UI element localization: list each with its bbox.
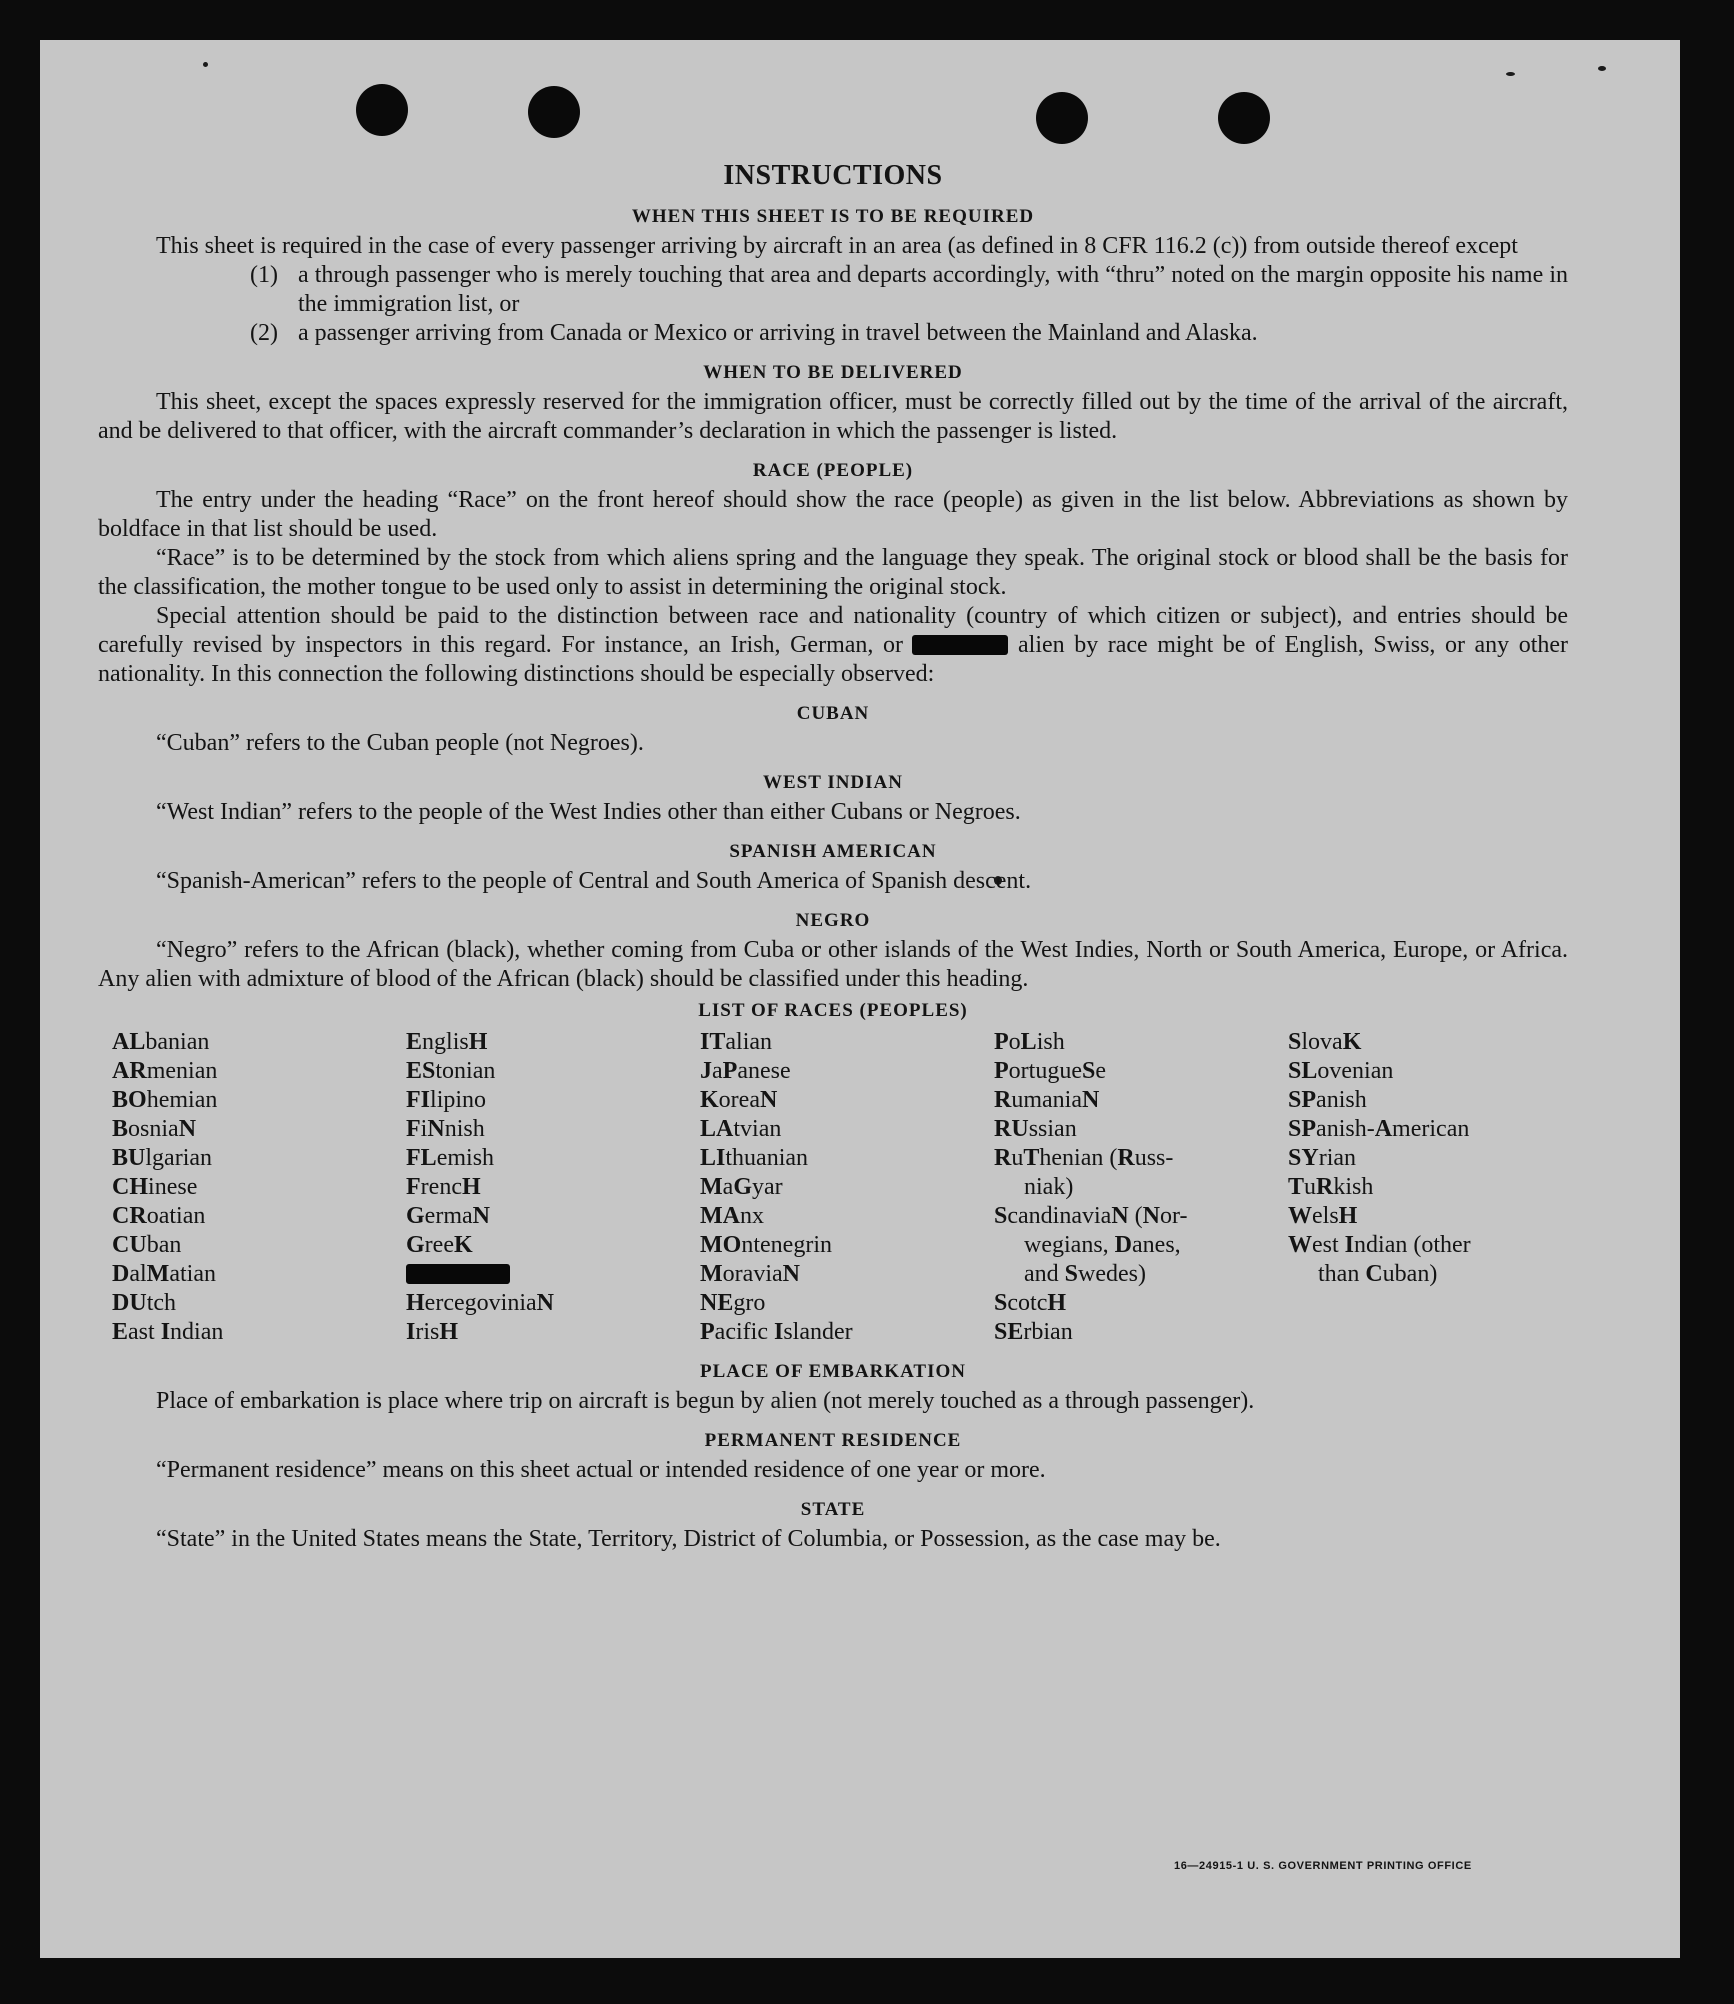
race-item: and Swedes) <box>1024 1261 1147 1287</box>
redaction-mark <box>912 635 1008 655</box>
race-item: FLemish <box>406 1145 495 1171</box>
race-item: SYrian <box>1288 1145 1357 1171</box>
race-item: BOhemian <box>112 1087 218 1113</box>
race-item: EStonian <box>406 1058 496 1084</box>
race-item: HercegoviniaN <box>406 1290 554 1316</box>
race-item: than Cuban) <box>1318 1261 1438 1287</box>
races-column <box>406 1028 700 1347</box>
spanish-american-text: “Spanish-American” refers to the people of Central and South America of Spanish descent. <box>156 868 1032 894</box>
race-item: MaGyar <box>700 1174 783 1200</box>
race-paragraph: The entry under the heading “Race” on the front hereof should show the race (people) as given in the list below. Abbreviations as shown by boldface in that list should be used. <box>98 487 1568 542</box>
ink-speck <box>203 62 208 67</box>
race-text-after-redaction: alien by race might be of English, Swiss, or any other nationality. In this connection the following distinctions should be especially observed: <box>98 632 1569 687</box>
section-heading-required: WHEN THIS SHEET IS TO BE REQUIRED <box>631 206 1035 227</box>
section-heading-embarkation: PLACE OF EMBARKATION <box>700 1361 966 1382</box>
race-item: ITalian <box>700 1029 773 1055</box>
race-item: NEgro <box>700 1290 766 1316</box>
instructions-content <box>98 160 1568 1554</box>
race-item: FiNnish <box>406 1116 485 1142</box>
race-item: ScandinaviaN (Nor- <box>994 1203 1188 1229</box>
race-item: FrencH <box>406 1174 481 1200</box>
race-paragraph <box>98 602 1568 689</box>
races-list <box>112 1028 1568 1347</box>
race-item: niak) <box>1024 1174 1074 1200</box>
races-column <box>1288 1028 1582 1347</box>
race-item: CUban <box>112 1232 182 1258</box>
race-item: BosniaN <box>112 1116 197 1142</box>
cuban-text: “Cuban” refers to the Cuban people (not Negroes). <box>156 730 644 756</box>
state-text: “State” in the United States means the State, Territory, District of Columbia, or Possession, as the case may be. <box>156 1526 1221 1552</box>
race-item: KoreaN <box>700 1087 778 1113</box>
section-heading-spanish-american: SPANISH AMERICAN <box>729 841 937 862</box>
delivered-text: This sheet, except the spaces expressly reserved for the immigration officer, must be correctly filled out by the time of the arrival of the aircraft, and be delivered to that officer, with the aircraft commander’s declaration in which the passenger is listed. <box>98 389 1568 444</box>
redaction-mark <box>406 1264 510 1284</box>
race-item: wegians, Danes, <box>1024 1232 1181 1258</box>
punch-hole <box>1218 92 1270 144</box>
race-item: Pacific Islander <box>700 1319 853 1345</box>
race-item: SErbian <box>994 1319 1073 1345</box>
section-heading-negro: NEGRO <box>795 910 871 931</box>
race-item: GreeK <box>406 1232 473 1258</box>
race-item: LIthuanian <box>700 1145 809 1171</box>
item-text: a through passenger who is merely touching that area and departs accordingly, with “thru” noted on the margin opposite his name in the immigration list, or <box>298 262 1568 317</box>
race-item: RuThenian (Russ- <box>994 1145 1174 1171</box>
west-indian-text: “West Indian” refers to the people of the West Indies other than either Cubans or Negroes. <box>156 799 1021 825</box>
race-item: JaPanese <box>700 1058 791 1084</box>
punch-hole <box>1036 92 1088 144</box>
exception-item <box>98 261 1568 319</box>
race-item: SlovaK <box>1288 1029 1362 1055</box>
section-heading-delivered: WHEN TO BE DELIVERED <box>703 362 963 383</box>
exception-item <box>98 319 1568 348</box>
race-item: WelsH <box>1288 1203 1358 1229</box>
punch-hole <box>528 86 580 138</box>
race-item: PortugueSe <box>994 1058 1107 1084</box>
section-heading-cuban: CUBAN <box>796 703 870 724</box>
section-heading-west-indian: WEST INDIAN <box>763 772 903 793</box>
race-item: IrisH <box>406 1319 459 1345</box>
race-item: ALbanian <box>112 1029 210 1055</box>
ink-speck <box>1598 66 1606 71</box>
race-item: LAtvian <box>700 1116 782 1142</box>
race-blank <box>1288 1289 1582 1318</box>
race-item: CHinese <box>112 1174 198 1200</box>
race-item: SPanish-American <box>1288 1116 1470 1142</box>
embarkation-text: Place of embarkation is place where trip on aircraft is begun by alien (not merely touched as a through passenger). <box>156 1388 1255 1414</box>
race-item: MoraviaN <box>700 1261 800 1287</box>
item-number: (2) <box>250 320 278 346</box>
race-text-before-redaction: Special attention should be paid to the distinction between race and nationality (country of which citizen or subject), and entries should be carefully revised by inspectors in this regard. For instance, an Irish, German, or <box>98 603 1568 658</box>
race-item: EnglisH <box>406 1029 488 1055</box>
race-item: CRoatian <box>112 1203 206 1229</box>
negro-text: “Negro” refers to the African (black), whether coming from Cuba or other islands of the West Indies, North or South America, Europe, or Africa. Any alien with admixture of blood of the African (black) should be classified under this heading. <box>98 937 1568 992</box>
printing-office-code: 16—24915-1 U. S. GOVERNMENT PRINTING OFFICE <box>1174 1860 1472 1872</box>
punch-hole <box>356 84 408 136</box>
race-item: DUtch <box>112 1290 177 1316</box>
race-item: West Indian (other <box>1288 1232 1471 1258</box>
required-intro: This sheet is required in the case of every passenger arriving by aircraft in an area (as defined in 8 CFR 116.2 (c)) from outside thereof except <box>156 233 1518 259</box>
item-number: (1) <box>250 262 278 288</box>
ink-speck <box>1506 72 1515 76</box>
race-item: RUssian <box>994 1116 1077 1142</box>
race-item: ARmenian <box>112 1058 218 1084</box>
race-paragraph: “Race” is to be determined by the stock from which aliens spring and the language they speak. The original stock or blood shall be the basis for the classification, the mother tongue to be used only to assist in determining the original stock. <box>98 545 1568 600</box>
section-heading-race: RACE (PEOPLE) <box>752 460 914 481</box>
section-heading-residence: PERMANENT RESIDENCE <box>704 1430 962 1451</box>
races-column <box>112 1028 406 1347</box>
race-item: MAnx <box>700 1203 764 1229</box>
section-heading-races-list: LIST OF RACES (PEOPLES) <box>698 1000 968 1021</box>
race-item: BUlgarian <box>112 1145 213 1171</box>
redaction-mark <box>406 1260 700 1289</box>
race-item: SLovenian <box>1288 1058 1394 1084</box>
race-item: DalMatian <box>112 1261 216 1287</box>
race-item: MOntenegrin <box>700 1232 832 1258</box>
races-column <box>994 1028 1288 1347</box>
residence-text: “Permanent residence” means on this sheet actual or intended residence of one year or more. <box>156 1457 1046 1483</box>
race-item: ScotcH <box>994 1290 1067 1316</box>
page-title: INSTRUCTIONS <box>723 160 943 191</box>
section-heading-state: STATE <box>800 1499 866 1520</box>
race-blank <box>1288 1318 1582 1347</box>
race-item: PoLish <box>994 1029 1065 1055</box>
race-item: FIlipino <box>406 1087 487 1113</box>
race-item: SPanish <box>1288 1087 1367 1113</box>
races-column <box>700 1028 994 1347</box>
item-text: a passenger arriving from Canada or Mexico or arriving in travel between the Mainland and Alaska. <box>298 320 1258 346</box>
race-item: East Indian <box>112 1319 224 1345</box>
race-item: TuRkish <box>1288 1174 1374 1200</box>
race-item: GermaN <box>406 1203 490 1229</box>
document-sheet <box>40 40 1680 1958</box>
race-item: RumaniaN <box>994 1087 1100 1113</box>
